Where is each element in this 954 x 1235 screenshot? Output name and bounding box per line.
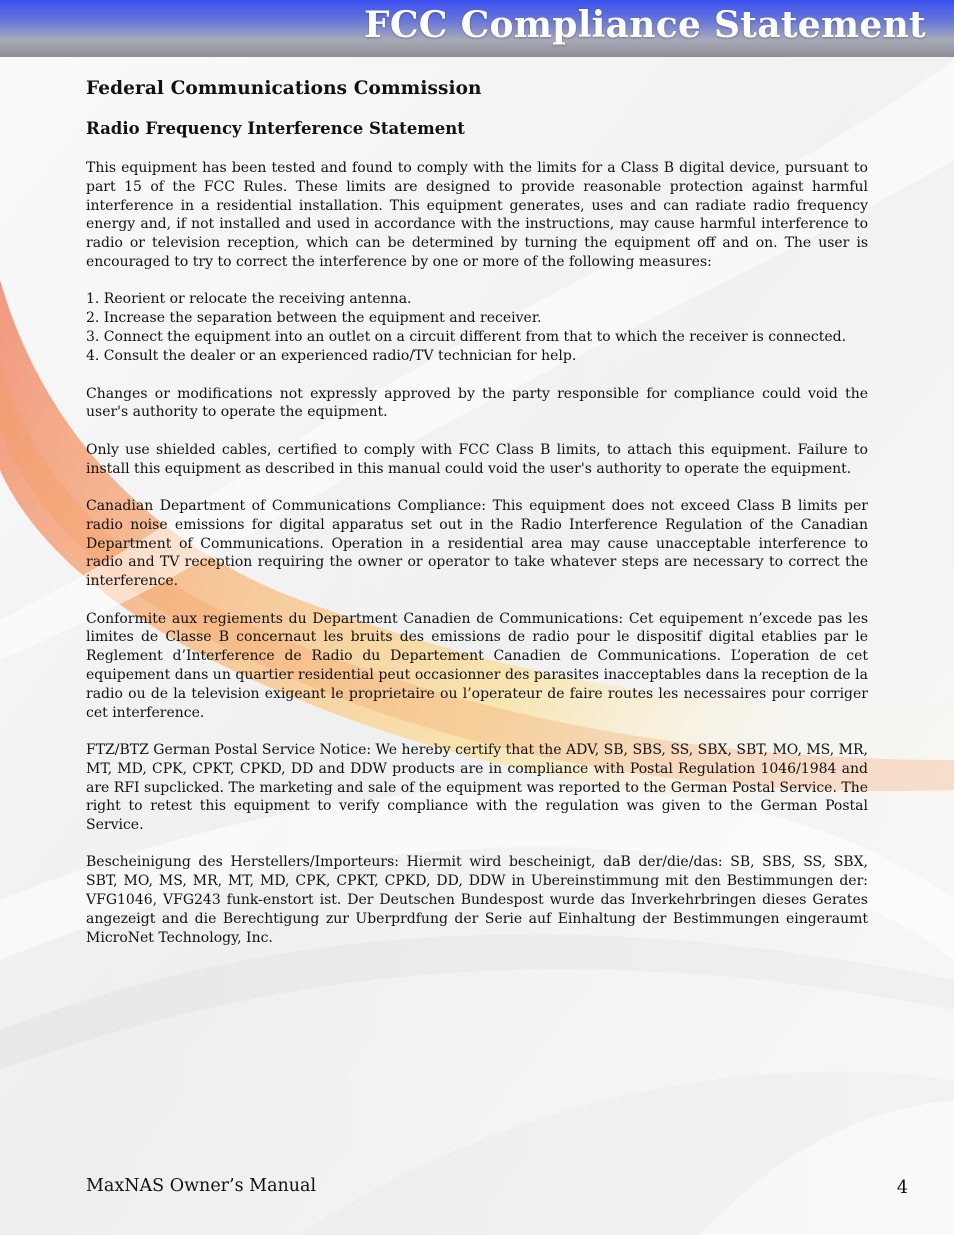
intro-paragraph: This equipment has been tested and found to comply with the limits for a Class B digital device, pursuant to part 15 of the FCC Rules. These limits are designed to provide reasonable protection against harmful interference in a residential installation. This equipment generates, uses and can radiate radio frequency energy and, if not installed and used in accordance with the instructions, may cause harmful interference to radio or television reception, which can be determined by turning the equipment off and on. The user is encouraged to try to correct the interference by one or more of the following measures: — [86, 159, 868, 270]
footer-manual-title: MaxNAS Owner’s Manual — [86, 1176, 317, 1196]
changes-paragraph: Changes or modifications not expressly approved by the party responsible for compliance could void the user's authority to operate the equipment. — [86, 385, 868, 421]
section-subheading: Radio Frequency Interference Statement — [86, 119, 465, 139]
measures-list — [86, 290, 868, 366]
shielded-cables-paragraph: Only use shielded cables, certified to comply with FCC Class B limits, to attach this equipment. Failure to install this equipment as described in this manual could void the user's authority to operate the equipment. — [86, 441, 868, 477]
canadian-compliance-paragraph: Canadian Department of Communications Compliance: This equipment does not exceed Class B limits per radio noise emissions for digital apparatus set out in the Radio Interference Regulation of the Canadian Department of Communications. Operation in a residential area may cause unacceptable interference to radio and TV reception requiring the owner or operator to take whatever steps are necessary to correct the interference. — [86, 497, 868, 590]
section-heading: Federal Communications Commission — [86, 78, 482, 99]
page-title: FCC Compliance Statement — [363, 4, 926, 46]
document-body — [86, 78, 868, 947]
list-item: 3. Connect the equipment into an outlet on a circuit different from that to which the receiver is connected. — [86, 329, 847, 346]
german-postal-notice-paragraph: FTZ/BTZ German Postal Service Notice: We hereby certify that the ADV, SB, SBS, SS, SBX, SBT, MO, MS, MR, MT, MD, CPK, CPKT, CPKD, DD and DDW products are in compliance with Postal Regulation 1046/1984 and are RFI supclicked. The marketing and sale of the equipment was reported to the German Postal Service. The right to retest this equipment to verify compliance with the regulation was given to the German Postal Service. — [86, 741, 869, 834]
manufacturer-certificate-paragraph: Bescheinigung des Herstellers/Importeurs: Hiermit wird bescheinigt, daB der/die/das: SB, SBS, SS, SBX, SBT, MO, MS, MR, MT, MD, CPK, CPKT, CPKD, DD, DDW in Ubereinstimmung mit den Bestimmungen der: VFG1046, VFG243 funk-enstort ist. Der Deutschen Bundespost wurde das Inverkehrbringen dieses Gerates angezeigt and die Berechtigung zur Uberprdfung der Serie auf Einhaltung der Bestimmungen eingeraumt MicroNet Technology, Inc. — [86, 854, 868, 946]
footer-page-number: 4 — [896, 1178, 908, 1198]
list-item: 2. Increase the separation between the equipment and receiver. — [86, 310, 542, 327]
header-bar — [0, 0, 954, 57]
french-compliance-paragraph: Conformite aux regiements du Department Canadien de Communications: Cet equipement n’excede pas les limites de Classe B concernaut les bruits des emissions de radio pour le dispositif digital etablies par le Reglement d’Interference de Radio du Departement Canadien de Communications. L’operation de cet equipement dans un quartier residential peut occasionner des parasites inacceptables dans la reception de la radio ou de la television exigeant le proprietaire ou l’operateur de faire routes les necessaires pour corriger cet interference. — [86, 610, 868, 721]
list-item: 4. Consult the dealer or an experienced radio/TV technician for help. — [86, 348, 577, 365]
list-item: 1. Reorient or relocate the receiving antenna. — [86, 291, 412, 308]
